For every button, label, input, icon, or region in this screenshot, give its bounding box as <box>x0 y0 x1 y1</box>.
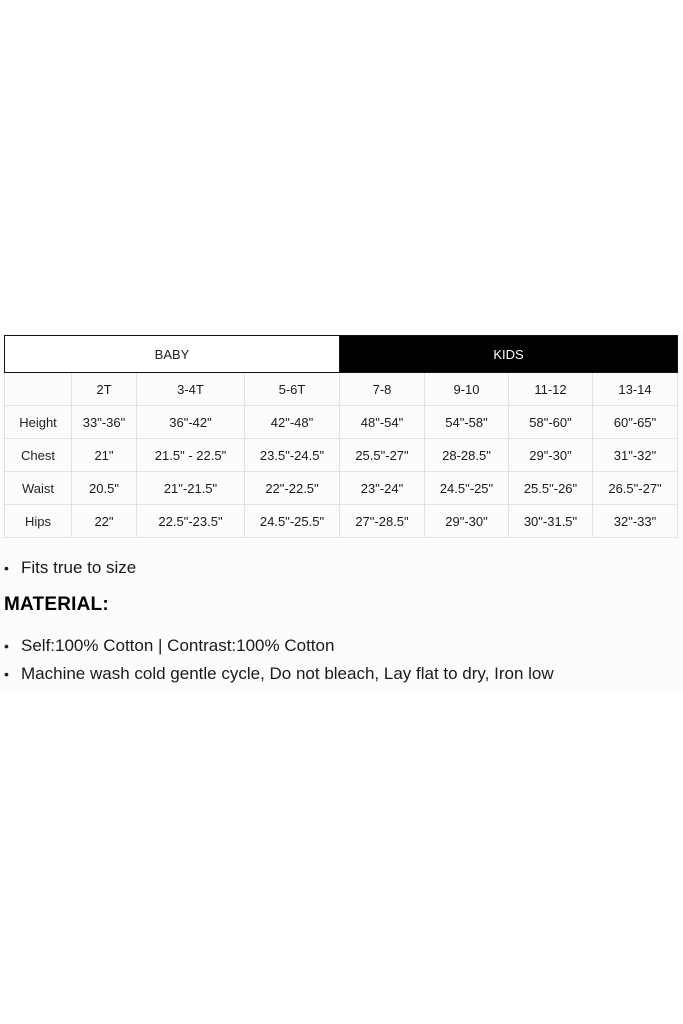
table-cell: 27"-28.5" <box>340 505 425 538</box>
table-cell: 58"-60" <box>509 406 593 439</box>
table-cell: 24.5"-25.5" <box>245 505 340 538</box>
row-label: Waist <box>5 472 72 505</box>
table-cell: 25.5"-27" <box>340 439 425 472</box>
table-cell: 21" <box>72 439 137 472</box>
table-cell: 36"-42" <box>137 406 245 439</box>
table-cell: 21"-21.5" <box>137 472 245 505</box>
size-label: 11-12 <box>509 373 593 406</box>
table-row-height <box>5 406 678 439</box>
table-cell: 24.5"-25" <box>425 472 509 505</box>
table-cell: 22" <box>72 505 137 538</box>
table-cell: 29"-30" <box>425 505 509 538</box>
table-cell: 28-28.5" <box>425 439 509 472</box>
list-item <box>4 557 679 579</box>
table-cell: 29"-30" <box>509 439 593 472</box>
table-cell: 31"-32" <box>593 439 678 472</box>
size-label: 2T <box>72 373 137 406</box>
table-cell: 54"-58" <box>425 406 509 439</box>
size-label: 7-8 <box>340 373 425 406</box>
row-label: Height <box>5 406 72 439</box>
size-label: 3-4T <box>137 373 245 406</box>
table-cell: 33"-36" <box>72 406 137 439</box>
material-heading: MATERIAL: <box>4 594 109 615</box>
table-cell: 20.5" <box>72 472 137 505</box>
bullet-icon: • <box>4 638 9 654</box>
table-cell: 32"-33" <box>593 505 678 538</box>
list-item <box>4 663 679 685</box>
table-cell: 60"-65" <box>593 406 678 439</box>
size-label: 9-10 <box>425 373 509 406</box>
table-cell: 26.5"-27" <box>593 472 678 505</box>
bullet-icon: • <box>4 560 9 576</box>
row-label: Hips <box>5 505 72 538</box>
product-details <box>0 334 683 694</box>
table-cell: 48"-54" <box>340 406 425 439</box>
table-cell: 42"-48" <box>245 406 340 439</box>
fit-list <box>4 557 679 579</box>
table-cell: 25.5"-26" <box>509 472 593 505</box>
table-cell: 21.5" - 22.5" <box>137 439 245 472</box>
size-label: 5-6T <box>245 373 340 406</box>
table-row-waist <box>5 472 678 505</box>
corner-cell <box>5 373 72 406</box>
list-item-text: Fits true to size <box>21 558 137 577</box>
table-cell: 30"-31.5" <box>509 505 593 538</box>
size-label: 13-14 <box>593 373 678 406</box>
list-item <box>4 635 679 657</box>
size-group-header <box>5 336 678 373</box>
kids-group-header: KIDS <box>340 336 678 373</box>
row-label: Chest <box>5 439 72 472</box>
table-row-chest <box>5 439 678 472</box>
size-header-row <box>5 373 678 406</box>
baby-group-header: BABY <box>5 336 340 373</box>
table-cell: 22.5"-23.5" <box>137 505 245 538</box>
list-item-text: Self:100% Cotton | Contrast:100% Cotton <box>21 636 335 655</box>
list-item-text: Machine wash cold gentle cycle, Do not bleach, Lay flat to dry, Iron low <box>21 664 554 683</box>
table-cell: 23"-24" <box>340 472 425 505</box>
table-cell: 23.5"-24.5" <box>245 439 340 472</box>
bullet-icon: • <box>4 666 9 682</box>
table-cell: 22"-22.5" <box>245 472 340 505</box>
table-row-hips <box>5 505 678 538</box>
size-chart-table <box>4 335 678 538</box>
material-list <box>4 635 679 691</box>
